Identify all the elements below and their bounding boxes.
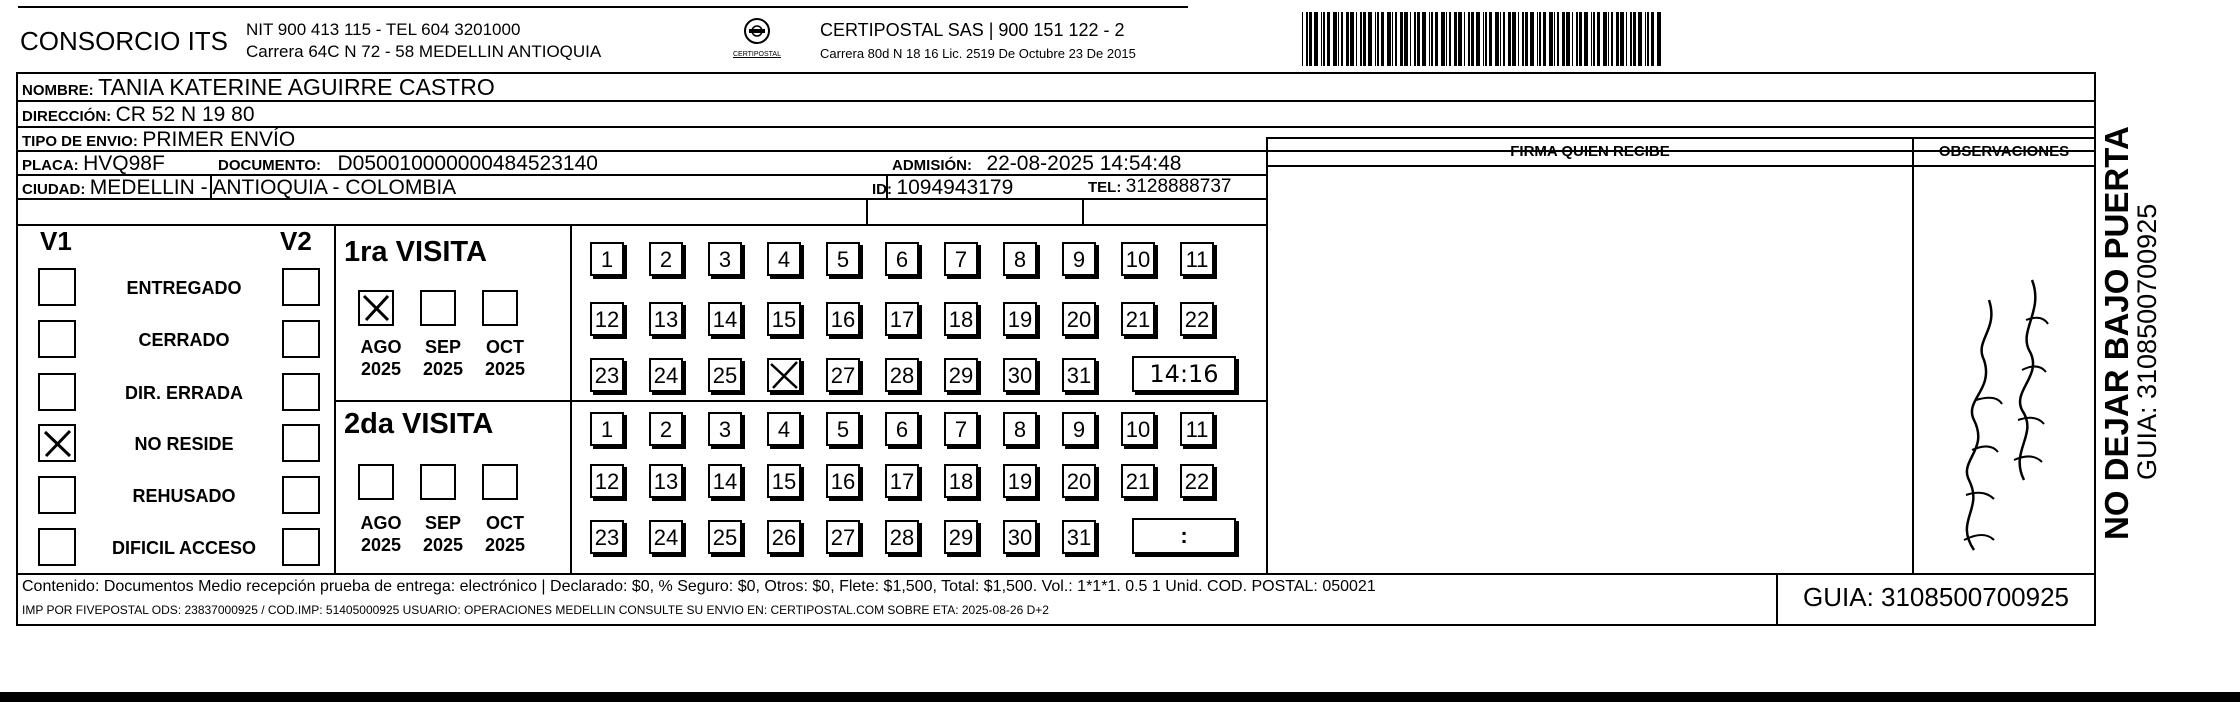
barcode-bar (1620, 12, 1624, 66)
footer-contenido: Contenido: Documentos Medio recepción prueba de entrega: electrónico | Declarado: $0, % Seguro: $0, Otros: $0, Flete: $1,500, Total: $1,500. Vol.: 1*1*1. 0.5 1 Unid. COD. POSTAL: 050021 (22, 578, 1376, 595)
barcode-bar (1638, 12, 1642, 66)
day-box[interactable]: 4 (767, 412, 801, 446)
id-value: 1094943179 (896, 176, 1014, 199)
nombre-row (22, 74, 495, 101)
barcode-bar (1414, 12, 1416, 66)
month-label (352, 512, 410, 556)
visit1-time[interactable]: 14:16 (1132, 356, 1236, 392)
barcode-bar (1422, 12, 1426, 66)
day-box[interactable]: 12 (590, 302, 624, 336)
barcode-bar (1549, 12, 1553, 66)
barcode-bar (1633, 12, 1636, 66)
day-box[interactable]: 5 (826, 242, 860, 276)
day-box[interactable]: 13 (649, 464, 683, 498)
day-box[interactable]: 15 (767, 302, 801, 336)
day-box[interactable]: 18 (944, 302, 978, 336)
status-label: DIR. ERRADA (124, 383, 243, 403)
day-box[interactable]: 9 (1062, 242, 1096, 276)
company-name: CONSORCIO ITS (20, 26, 229, 56)
barcode-bar (1375, 12, 1376, 66)
month-year: 2025 (484, 535, 526, 555)
barcode-bar (1518, 12, 1519, 66)
day-mark (767, 358, 801, 397)
day-box[interactable]: 22 (1180, 302, 1214, 336)
barcode (1300, 12, 1662, 66)
signature-area[interactable] (1270, 170, 1910, 570)
day-box[interactable]: 25 (708, 358, 742, 392)
direccion-value: CR 52 N 19 80 (115, 103, 255, 126)
day-box[interactable]: 16 (826, 464, 860, 498)
day-box[interactable]: 14 (708, 302, 742, 336)
v2-checkbox[interactable] (282, 373, 320, 411)
barcode-bar (1323, 12, 1325, 66)
barcode-bar (1603, 12, 1607, 66)
barcode-bar (1468, 12, 1470, 66)
barcode-bar (1377, 12, 1379, 66)
barcode-bar (1356, 12, 1357, 66)
month-checkbox[interactable] (358, 464, 394, 500)
barcode-bar (1579, 12, 1582, 66)
barcode-bar (1489, 12, 1492, 66)
footer-guia: GUIA: 3108500700925 (1803, 582, 2069, 612)
day-box[interactable]: 3 (708, 242, 742, 276)
barcode-bar (1616, 12, 1619, 66)
barcode-bar (1341, 12, 1343, 66)
barcode-bar (1608, 12, 1609, 66)
barcode-bar (1576, 12, 1578, 66)
barcode-bar (1441, 12, 1445, 66)
documento-label: DOCUMENTO: (218, 157, 322, 174)
barcode-bar (1302, 12, 1303, 66)
barcode-bar (1630, 12, 1632, 66)
month-label (414, 512, 472, 556)
day-box[interactable]: 20 (1062, 464, 1096, 498)
month-checkbox[interactable] (358, 290, 394, 326)
month-name: OCT (486, 337, 524, 357)
status-label: NO RESIDE (134, 434, 234, 454)
barcode-bar (1350, 12, 1354, 66)
license-line: Carrera 80d N 18 16 Lic. 2519 De Octubre 23 De 2015 (820, 46, 1136, 61)
day-box[interactable]: 6 (885, 242, 919, 276)
barcode-bar (1562, 12, 1565, 66)
admision-field (892, 152, 1181, 176)
barcode-bar (1566, 12, 1570, 66)
day-box[interactable]: 14 (708, 464, 742, 498)
footer-imp: IMP POR FIVEPOSTAL ODS: 23837000925 / COD.IMP: 51405000925 USUARIO: OPERACIONES MEDELLIN CONSULTE SU ENVIO EN: CERTIPOSTAL.COM SOBRE ETA: 2025-08-26 D+2 (22, 603, 1049, 617)
status-label: ENTREGADO (126, 278, 242, 298)
barcode-bar (1525, 12, 1528, 66)
barcode-bar (1321, 12, 1322, 66)
month-year: 2025 (360, 535, 402, 555)
v2-checkbox[interactable] (282, 268, 320, 306)
day-box[interactable]: 9 (1062, 412, 1096, 446)
x-mark-icon (40, 426, 74, 460)
barcode-bar (1508, 12, 1511, 66)
day-box[interactable]: 20 (1062, 302, 1096, 336)
barcode-bar (1392, 12, 1393, 66)
barcode-bar (1495, 12, 1499, 66)
day-box[interactable]: 16 (826, 302, 860, 336)
barcode-bar (1503, 12, 1505, 66)
placa-label: PLACA: (22, 157, 79, 174)
documento-field (218, 152, 598, 176)
day-box[interactable]: 6 (885, 412, 919, 446)
barcode-bar (1647, 12, 1649, 66)
barcode-bar (1387, 12, 1391, 66)
status-label: CERRADO (138, 330, 230, 350)
barcode-bar (1591, 12, 1592, 66)
barcode-bar (1368, 12, 1372, 66)
day-box[interactable]: 11 (1180, 412, 1214, 446)
barcode-bar (1539, 12, 1541, 66)
firma-header: FIRMA QUIEN RECIBE (1510, 143, 1670, 160)
barcode-bar (1593, 12, 1595, 66)
ciudad-label: CIUDAD: (22, 181, 86, 198)
nombre-value: TANIA KATERINE AGUIRRE CASTRO (98, 74, 495, 100)
ciudad-value: MEDELLIN - ANTIOQUIA - COLOMBIA (89, 176, 457, 199)
barcode-bar (1500, 12, 1501, 66)
barcode-bar (1327, 12, 1330, 66)
day-box[interactable]: 3 (708, 412, 742, 446)
status-label: DIFICIL ACCESO (111, 538, 256, 558)
barcode-bar (1543, 12, 1546, 66)
month-checkbox[interactable] (482, 290, 518, 326)
x-mark-icon (360, 292, 392, 324)
placa-field (22, 152, 165, 176)
tel-value: 3128888737 (1125, 176, 1232, 197)
day-box[interactable]: 7 (944, 412, 978, 446)
visit1-title: 1ra VISITA (344, 236, 487, 268)
day-box[interactable]: 24 (649, 358, 683, 392)
day-box[interactable]: 23 (590, 520, 624, 554)
day-box[interactable]: 19 (1003, 464, 1037, 498)
status-label: REHUSADO (132, 486, 236, 506)
barcode-bar (1446, 12, 1447, 66)
month-year: 2025 (360, 359, 402, 379)
logo-text: CERTIPOSTAL (733, 51, 781, 58)
day-box[interactable]: 21 (1121, 464, 1155, 498)
day-box[interactable]: 31 (1062, 520, 1096, 554)
handwritten-observation (1914, 250, 2094, 570)
month-year: 2025 (422, 535, 464, 555)
day-box[interactable]: 2 (649, 412, 683, 446)
admision-label: ADMISIÓN: (892, 157, 972, 174)
direccion-row (22, 103, 255, 127)
v2-checkbox[interactable] (282, 528, 320, 566)
v2-checkbox[interactable] (282, 476, 320, 514)
month-name: AGO (360, 337, 402, 357)
day-box[interactable]: 27 (826, 358, 860, 392)
barcode-bar (1512, 12, 1516, 66)
barcode-bar (1429, 12, 1430, 66)
barcode-bar (1363, 12, 1366, 66)
visit2-time[interactable]: : (1132, 518, 1236, 554)
day-box[interactable]: 30 (1003, 358, 1037, 392)
day-box[interactable]: 1 (590, 242, 624, 276)
barcode-bar (1417, 12, 1420, 66)
v1-label: V1 (40, 226, 72, 256)
day-box[interactable]: 17 (885, 302, 919, 336)
placa-value: HVQ98F (83, 152, 165, 175)
tel-label: TEL: (1088, 179, 1122, 196)
barcode-bar (1346, 12, 1349, 66)
v1-checkbox[interactable] (38, 528, 76, 566)
day-box[interactable]: 10 (1121, 412, 1155, 446)
direccion-label: DIRECCIÓN: (22, 108, 112, 125)
observaciones-header: OBSERVACIONES (1938, 143, 2070, 160)
logo-icon (740, 16, 774, 46)
barcode-bar (1471, 12, 1474, 66)
day-box[interactable]: 17 (885, 464, 919, 498)
v1-checkbox[interactable] (38, 424, 76, 462)
barcode-bar (1431, 12, 1433, 66)
barcode-bar (1306, 12, 1308, 66)
day-box[interactable]: 8 (1003, 412, 1037, 446)
v2-checkbox[interactable] (282, 424, 320, 462)
barcode-bar (1338, 12, 1339, 66)
side-warning: NO DEJAR BAJO PUERTA (2098, 126, 2135, 540)
day-box[interactable]: 12 (590, 464, 624, 498)
barcode-bar (1395, 12, 1397, 66)
day-box[interactable]: 19 (1003, 302, 1037, 336)
barcode-bar (1464, 12, 1465, 66)
certipostal-logo (722, 16, 792, 58)
tipo-row (22, 128, 295, 152)
barcode-bar (1309, 12, 1312, 66)
barcode-bar (1314, 12, 1318, 66)
barcode-bar (1611, 12, 1613, 66)
barcode-bar (1657, 12, 1661, 66)
ciudad-field (22, 176, 456, 200)
day-box[interactable]: 4 (767, 242, 801, 276)
day-box[interactable]: 13 (649, 302, 683, 336)
day-box[interactable]: 1 (590, 412, 624, 446)
day-box[interactable]: 31 (1062, 358, 1096, 392)
day-box[interactable]: 26 (767, 520, 801, 554)
v1-checkbox[interactable] (38, 373, 76, 411)
day-box[interactable]: 8 (1003, 242, 1037, 276)
day-box[interactable]: 21 (1121, 302, 1155, 336)
nombre-label: NOMBRE: (22, 82, 94, 99)
day-box[interactable]: 18 (944, 464, 978, 498)
certipostal-line: CERTIPOSTAL SAS | 900 151 122 - 2 (820, 20, 1125, 40)
day-box[interactable]: 30 (1003, 520, 1037, 554)
day-box[interactable]: 22 (1180, 464, 1214, 498)
barcode-bar (1597, 12, 1600, 66)
day-box[interactable]: 25 (708, 520, 742, 554)
v2-label: V2 (280, 226, 312, 256)
barcode-bar (1537, 12, 1538, 66)
admision-value: 22-08-2025 14:54:48 (986, 152, 1182, 175)
tipo-label: TIPO DE ENVIO: (22, 133, 138, 150)
barcode-bar (1454, 12, 1457, 66)
barcode-bar (1645, 12, 1646, 66)
barcode-bar (1483, 12, 1484, 66)
month-name: OCT (486, 513, 524, 533)
barcode-bar (1522, 12, 1524, 66)
day-box[interactable]: 24 (649, 520, 683, 554)
v2-checkbox[interactable] (282, 320, 320, 358)
month-checkbox[interactable] (482, 464, 518, 500)
barcode-bar (1476, 12, 1480, 66)
id-label: ID: (872, 181, 892, 198)
nit-line: NIT 900 413 115 - TEL 604 3201000 (246, 20, 521, 39)
barcode-bar (1333, 12, 1337, 66)
side-guia: GUIA: 3108500700925 (2132, 203, 2162, 480)
barcode-bar (1584, 12, 1588, 66)
documento-value: D050010000000484523140 (337, 152, 598, 175)
barcode-bar (1572, 12, 1573, 66)
month-checkbox[interactable] (420, 464, 456, 500)
day-box[interactable]: 10 (1121, 242, 1155, 276)
barcode-bar (1530, 12, 1534, 66)
barcode-bar (1404, 12, 1408, 66)
month-checkbox[interactable] (420, 290, 456, 326)
x-mark-icon (767, 358, 801, 392)
barcode-bar (1400, 12, 1403, 66)
id-field (872, 176, 1013, 200)
v1-checkbox[interactable] (38, 476, 76, 514)
barcode-bar (1458, 12, 1462, 66)
v1-checkbox[interactable] (38, 320, 76, 358)
month-name: AGO (360, 513, 402, 533)
day-box[interactable]: 28 (885, 358, 919, 392)
barcode-bar (1381, 12, 1384, 66)
day-box[interactable]: 2 (649, 242, 683, 276)
day-box[interactable]: 11 (1180, 242, 1214, 276)
barcode-bar (1360, 12, 1362, 66)
day-box[interactable]: 29 (944, 358, 978, 392)
top-border (18, 6, 1188, 8)
day-box[interactable]: 28 (885, 520, 919, 554)
barcode-bar (1435, 12, 1438, 66)
month-label (476, 512, 534, 556)
day-box[interactable]: 27 (826, 520, 860, 554)
day-box[interactable]: 23 (590, 358, 624, 392)
address-line: Carrera 64C N 72 - 58 MEDELLIN ANTIOQUIA (246, 42, 602, 61)
bottom-bar (0, 692, 2240, 702)
tel-field (1088, 176, 1231, 198)
month-name: SEP (424, 337, 462, 357)
visit2-title: 2da VISITA (344, 408, 494, 440)
barcode-bar (1485, 12, 1487, 66)
barcode-bar (1449, 12, 1451, 66)
month-label (476, 336, 534, 380)
barcode-bar (1651, 12, 1654, 66)
day-box[interactable]: 15 (767, 464, 801, 498)
v1-checkbox[interactable] (38, 268, 76, 306)
barcode-bar (1410, 12, 1411, 66)
month-label (414, 336, 472, 380)
barcode-bar (1626, 12, 1627, 66)
month-name: SEP (424, 513, 462, 533)
tipo-value: PRIMER ENVÍO (142, 128, 296, 151)
month-year: 2025 (422, 359, 464, 379)
month-year: 2025 (484, 359, 526, 379)
month-label (352, 336, 410, 380)
day-box[interactable]: 29 (944, 520, 978, 554)
day-box[interactable]: 7 (944, 242, 978, 276)
barcode-bar (1554, 12, 1555, 66)
day-box[interactable]: 5 (826, 412, 860, 446)
barcode-bar (1557, 12, 1559, 66)
